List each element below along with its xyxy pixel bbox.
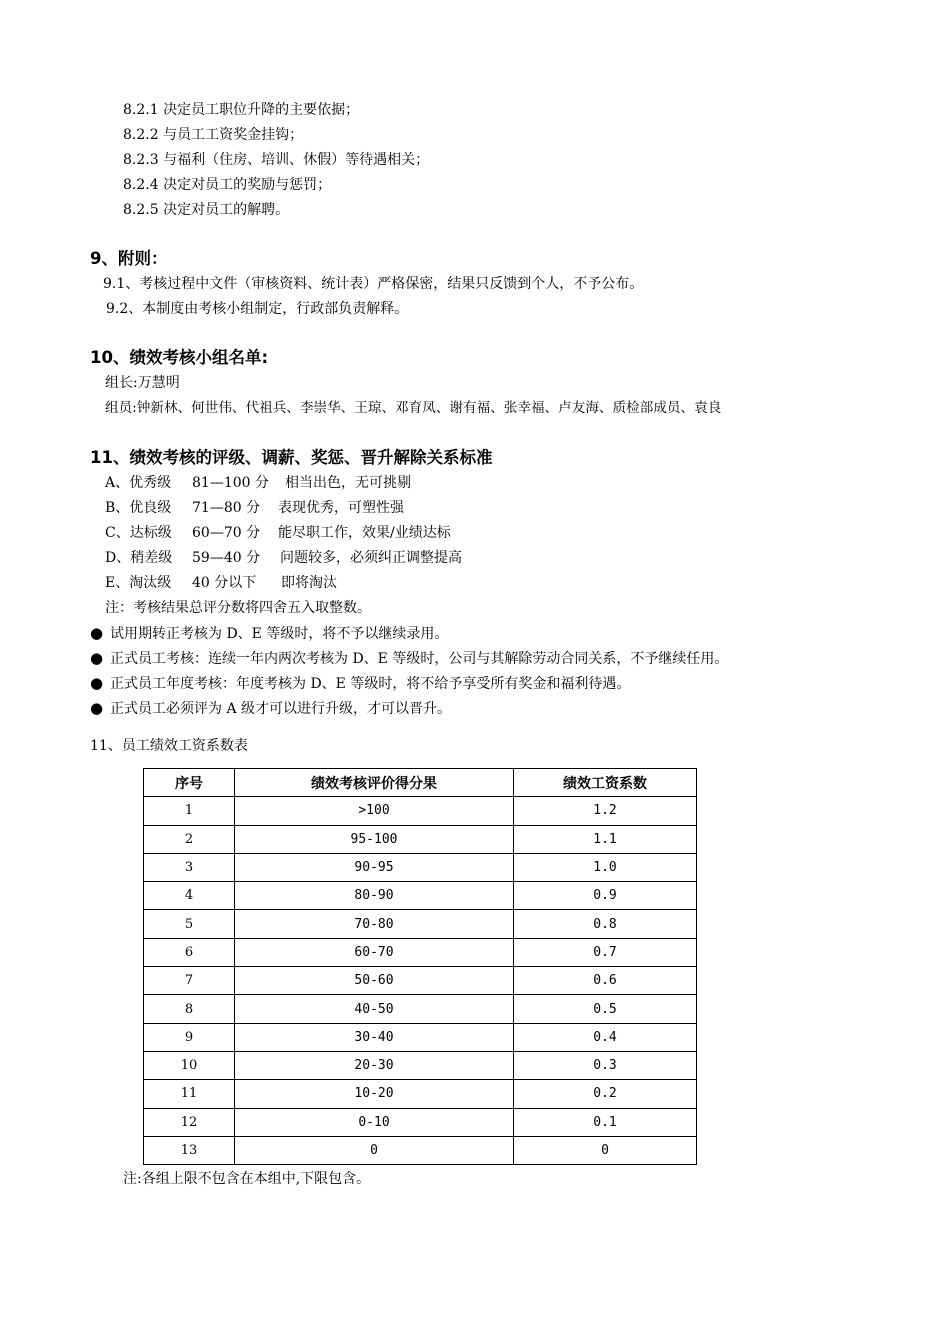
cell-score: 70-80 [235,910,514,938]
grade-range: 81—100 分 [192,475,269,491]
section-9-item: 9.1、考核过程中文件（审核资料、统计表）严格保密，结果只反馈到个人，不予公布。 [103,276,644,292]
cell-score: 40-50 [235,995,514,1023]
section-8-item: 8.2.2 与员工工资奖金挂钩； [123,127,304,143]
salary-coefficient-table [143,768,697,1165]
cell-index: 10 [144,1051,235,1079]
cell-index: 7 [144,967,235,995]
table-row [144,825,697,853]
cell-index: 6 [144,938,235,966]
table-row [144,797,697,825]
cell-score: 20-30 [235,1051,514,1079]
grade-range: 40 分以下 [192,575,257,591]
cell-coefficient: 0.2 [514,1080,697,1108]
table-title: 11、员工绩效工资系数表 [90,738,248,754]
bullet-text: 正式员工年度考核：年度考核为 D、E 等级时，将不给予享受所有奖金和福利待遇。 [110,676,631,692]
cell-coefficient: 0.3 [514,1051,697,1079]
table-note: 注:各组上限不包含在本组中,下限包含。 [123,1171,371,1187]
table-row [144,853,697,881]
grade-desc: 问题较多，必须纠正调整提高 [280,550,462,566]
cell-coefficient: 0.1 [514,1108,697,1136]
cell-index: 2 [144,825,235,853]
cell-coefficient: 0.8 [514,910,697,938]
policy-bullet [90,649,728,668]
bullet-icon: ● [90,699,104,717]
cell-score: >100 [235,797,514,825]
grade-name: D、稍差级 [105,550,173,566]
cell-score: 80-90 [235,882,514,910]
table-row [144,882,697,910]
bullet-icon: ● [90,649,104,667]
policy-bullet [90,699,451,718]
table-row [144,938,697,966]
grade-desc: 相当出色，无可挑剔 [285,475,411,491]
cell-coefficient: 1.1 [514,825,697,853]
policy-bullet [90,624,448,643]
cell-index: 13 [144,1136,235,1164]
column-header: 绩效工资系数 [514,769,697,797]
grade-desc: 即将淘汰 [281,575,337,591]
cell-coefficient: 0.5 [514,995,697,1023]
bullet-icon: ● [90,624,104,642]
cell-coefficient: 0.7 [514,938,697,966]
cell-coefficient: 1.2 [514,797,697,825]
grade-range: 59—40 分 [192,550,261,566]
grade-desc: 能尽职工作，效果/业绩达标 [278,525,451,541]
column-header: 序号 [144,769,235,797]
table-row [144,1023,697,1051]
table-row [144,1136,697,1164]
cell-score: 60-70 [235,938,514,966]
grade-note: 注：考核结果总评分数将四舍五入取整数。 [105,600,371,616]
column-header: 绩效考核评价得分果 [235,769,514,797]
cell-score: 95-100 [235,825,514,853]
table-row [144,910,697,938]
table-row [144,995,697,1023]
team-members: 组员:钟新林、何世伟、代祖兵、李崇华、王琼、邓育凤、谢有福、张幸福、卢友海、质检部成员、袁良 [105,400,722,416]
cell-score: 90-95 [235,853,514,881]
section-9-title: 9、附则： [90,249,168,268]
grade-desc: 表现优秀，可塑性强 [278,500,404,516]
grade-range: 60—70 分 [192,525,261,541]
section-10-title: 10、绩效考核小组名单: [90,348,269,367]
cell-score: 0-10 [235,1108,514,1136]
grade-name: E、淘汰级 [105,575,172,591]
cell-score: 30-40 [235,1023,514,1051]
cell-coefficient: 0.4 [514,1023,697,1051]
cell-index: 5 [144,910,235,938]
bullet-text: 正式员工考核：连续一年内两次考核为 D、E 等级时，公司与其解除劳动合同关系，不予继续任用。 [110,651,729,667]
section-8-item: 8.2.5 决定对员工的解聘。 [123,202,290,218]
policy-bullet [90,674,630,693]
table-header-row [144,769,697,797]
cell-index: 4 [144,882,235,910]
section-8-item: 8.2.1 决定员工职位升降的主要依据； [123,102,360,118]
cell-coefficient: 0 [514,1136,697,1164]
cell-coefficient: 1.0 [514,853,697,881]
section-11-title: 11、绩效考核的评级、调薪、奖惩、晋升解除关系标准 [90,448,493,467]
bullet-text: 试用期转正考核为 D、E 等级时，将不予以继续录用。 [110,626,449,642]
bullet-icon: ● [90,674,104,692]
cell-index: 8 [144,995,235,1023]
grade-range: 71—80 分 [192,500,261,516]
table-row [144,967,697,995]
cell-score: 10-20 [235,1080,514,1108]
cell-index: 11 [144,1080,235,1108]
cell-index: 12 [144,1108,235,1136]
team-leader: 组长:万慧明 [105,375,180,391]
cell-index: 9 [144,1023,235,1051]
table-row [144,1080,697,1108]
cell-index: 3 [144,853,235,881]
cell-index: 1 [144,797,235,825]
cell-coefficient: 0.6 [514,967,697,995]
cell-score: 50-60 [235,967,514,995]
section-8-item: 8.2.4 决定对员工的奖励与惩罚； [123,177,332,193]
table-row [144,1108,697,1136]
table-row [144,1051,697,1079]
bullet-text: 正式员工必须评为 A 级才可以进行升级，才可以晋升。 [110,701,452,717]
cell-score: 0 [235,1136,514,1164]
section-8-item: 8.2.3 与福利（住房、培训、休假）等待遇相关； [123,152,430,168]
grade-name: B、优良级 [105,500,172,516]
grade-name: C、达标级 [105,525,172,541]
cell-coefficient: 0.9 [514,882,697,910]
grade-name: A、优秀级 [105,475,172,491]
section-9-item: 9.2、本制度由考核小组制定，行政部负责解释。 [106,301,409,317]
